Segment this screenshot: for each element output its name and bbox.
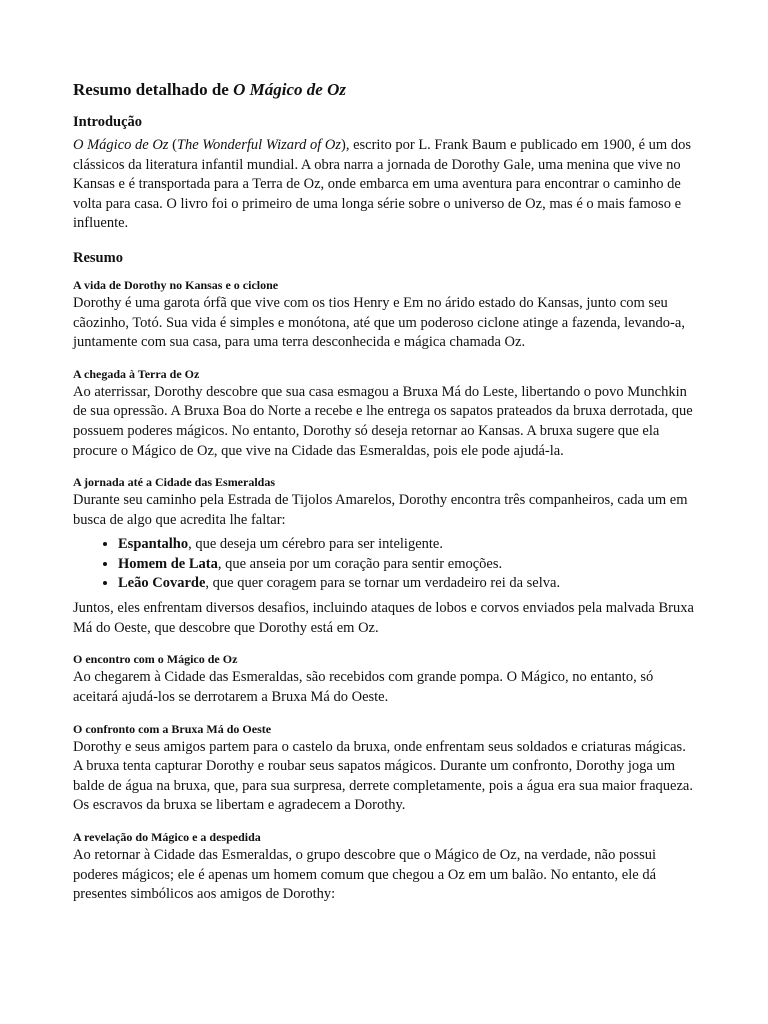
list-item xyxy=(118,535,694,554)
companions-list xyxy=(73,535,694,593)
section-paragraph: Dorothy e seus amigos partem para o castelo da bruxa, onde enfrentam seus soldados e criaturas mágicas. A bruxa tenta capturar Dorothy e roubar seus sapatos mágicos. Durante um confronto, Dorothy joga um balde de água na bruxa, que, para sua surpresa, derrete completamente, pois a água era sua maior fraqueza. Os escravos da bruxa se libertam e agradecem a Dorothy. xyxy=(73,738,693,814)
section-heading: A jornada até a Cidade das Esmeraldas xyxy=(73,475,276,490)
intro-paragraph xyxy=(73,136,694,234)
resumo-heading: Resumo xyxy=(73,249,123,266)
title-prefix: Resumo detalhado de xyxy=(73,80,234,99)
intro-book-title-en: The Wonderful Wizard of Oz xyxy=(176,137,342,153)
section-paragraph: Ao chegarem à Cidade das Esmeraldas, são recebidos com grande pompa. O Mágico, no entanto, só aceitará ajudá-los se derrotarem a Bruxa Má do Oeste. xyxy=(73,669,654,705)
section-heading: O confronto com a Bruxa Má do Oeste xyxy=(73,721,272,736)
section-encontro xyxy=(73,651,694,707)
intro-heading: Introdução xyxy=(73,114,143,130)
section-heading: A vida de Dorothy no Kansas e o ciclone xyxy=(73,277,279,292)
companion-desc: , que deseja um cérebro para ser inteligente. xyxy=(188,536,443,553)
companion-desc: , que quer coragem para se tornar um verdadeiro rei da selva. xyxy=(205,574,561,591)
document-title xyxy=(73,79,694,101)
section-jornada xyxy=(73,474,694,638)
section-confronto xyxy=(73,721,694,816)
companion-desc: , que anseia por um coração para sentir emoções. xyxy=(217,555,503,572)
section-heading: A chegada à Terra de Oz xyxy=(73,366,200,381)
intro-book-title-pt: O Mágico de Oz xyxy=(73,137,169,153)
title-book-name: O Mágico de Oz xyxy=(233,80,346,99)
section-paragraph: Ao aterrissar, Dorothy descobre que sua casa esmagou a Bruxa Má do Leste, libertando o povo Munchkin de sua opressão. A Bruxa Boa do Norte a recebe e lhe entrega os sapatos prateados da bruxa derrotada, que possuem poderes mágicos. No entanto, Dorothy só deseja retornar ao Kansas. A bruxa sugere que ela procure o Mágico de Oz, que vive na Cidade das Esmeraldas, pois ele pode ajudá-la. xyxy=(73,383,693,459)
section-paragraph: Ao retornar à Cidade das Esmeraldas, o grupo descobre que o Mágico de Oz, na verdade, não possui poderes mágicos; ele é apenas um homem comum que chegou a Oz em um balão. No entanto, ele dá presentes simbólicos aos amigos de Dorothy: xyxy=(73,846,657,903)
section-paragraph: Dorothy é uma garota órfã que vive com os tios Henry e Em no árido estado do Kansas, junto com seu cãozinho, Totó. Sua vida é simples e monótona, até que um poderoso ciclone atinge a fazenda, levando-a, juntamente com sua casa, para uma terra desconhecida e mágica chamada Oz. xyxy=(73,294,685,351)
section-revelacao xyxy=(73,829,694,905)
list-item xyxy=(118,574,694,593)
section-heading: A revelação do Mágico e a despedida xyxy=(73,829,261,844)
section-kansas xyxy=(73,277,694,353)
section-chegada xyxy=(73,366,694,461)
section-paragraph: Durante seu caminho pela Estrada de Tijolos Amarelos, Dorothy encontra três companheiros, cada um em busca de algo que acredita lhe faltar: xyxy=(73,492,688,528)
companion-name: Espantalho xyxy=(118,536,189,553)
companion-name: Homem de Lata xyxy=(118,555,218,572)
list-item xyxy=(118,555,694,574)
section-heading: O encontro com o Mágico de Oz xyxy=(73,652,238,667)
companion-name: Leão Covarde xyxy=(118,574,206,591)
intro-text: ), escrito por L. Frank Baum e publicado em 1900, é um dos clássicos da literatura infantil mundial. A obra narra a jornada de Dorothy Gale, uma menina que vive no Kansas e é transportada para a Terra de Oz, onde embarca em uma aventura para encontrar o caminho de volta para casa. O livro foi o primeiro de uma longa série sobre o universo de Oz, mas é o mais famoso e influente. xyxy=(73,137,691,232)
section-paragraph-after-list: Juntos, eles enfrentam diversos desafios, incluindo ataques de lobos e corvos enviados pela malvada Bruxa Má do Oeste, que descobre que Dorothy está em Oz. xyxy=(73,600,694,636)
intro-section xyxy=(73,112,694,234)
intro-paren: ( xyxy=(168,137,177,153)
